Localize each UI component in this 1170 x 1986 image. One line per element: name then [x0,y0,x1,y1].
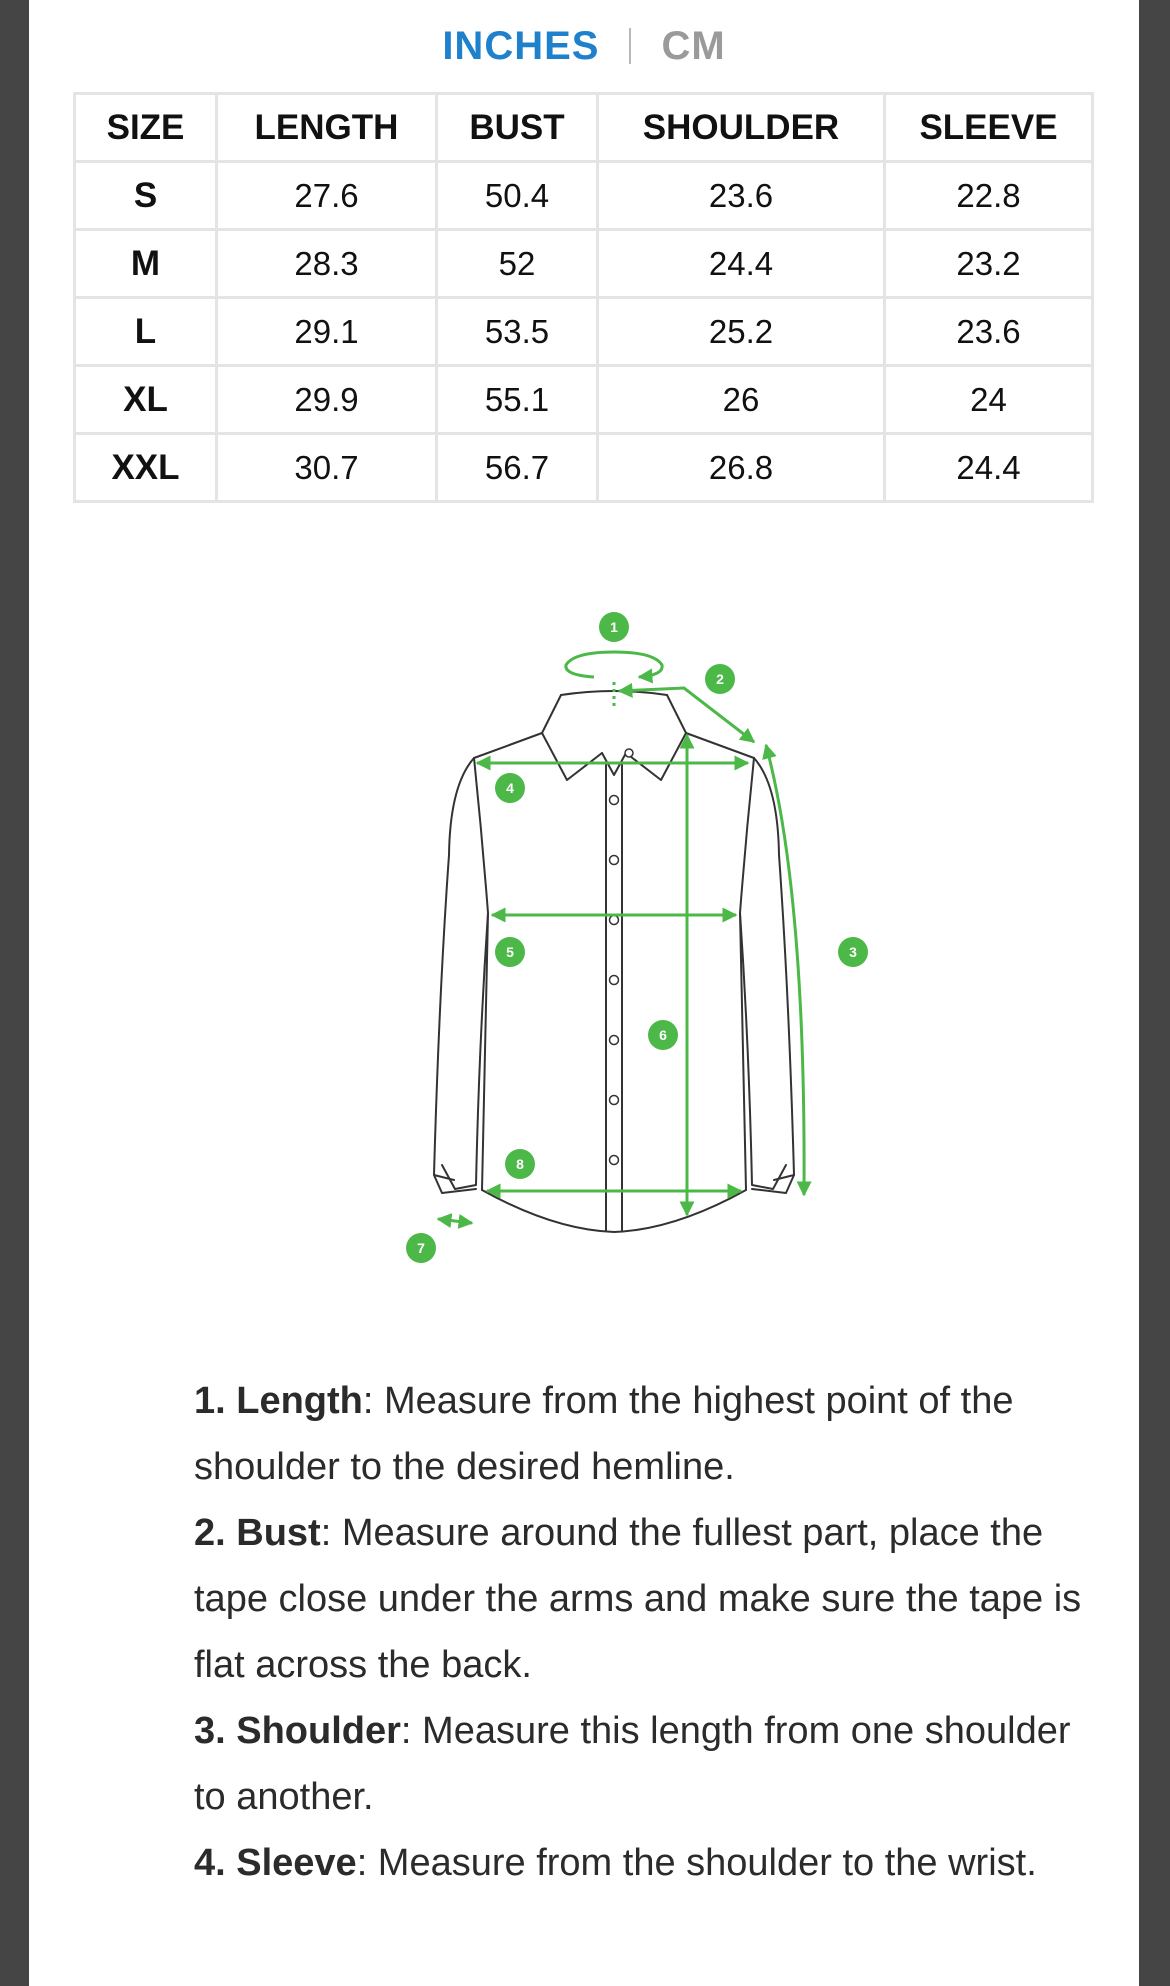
instruction-term: 3. Shoulder [194,1710,401,1752]
unit-inches-tab[interactable]: INCHES [442,23,600,68]
instruction-shoulder [194,1698,1094,1830]
instruction-length [194,1368,1094,1500]
marker-7 [406,1233,436,1263]
bust-cell: 55.1 [437,366,598,434]
shoulder-cell: 23.6 [598,162,885,230]
instruction-text: : Measure this length from one shoulder to another. [194,1710,1071,1818]
instruction-sleeve [194,1830,1094,1896]
size-cell: L [75,298,217,366]
marker-3 [838,937,868,967]
instruction-term: 1. Length [194,1380,363,1422]
col-header-sleeve: SLEEVE [885,94,1093,162]
svg-text:1: 1 [610,619,618,635]
svg-text:3: 3 [849,944,857,960]
table-row [75,434,1093,502]
instruction-term: 4. Sleeve [194,1842,357,1884]
shirt-outline [434,691,794,1232]
unit-cm-tab[interactable]: CM [661,23,726,68]
sleeve-cell: 24.4 [885,434,1093,502]
svg-text:4: 4 [506,780,514,796]
instruction-term: 2. Bust [194,1512,321,1554]
measurement-instructions [194,1368,1094,1896]
size-cell: M [75,230,217,298]
bust-cell: 50.4 [437,162,598,230]
col-header-size: SIZE [75,94,217,162]
table-row [75,298,1093,366]
svg-text:2: 2 [716,671,724,687]
length-cell: 29.1 [217,298,437,366]
bust-cell: 53.5 [437,298,598,366]
marker-6 [648,1020,678,1050]
shoulder-cell: 26.8 [598,434,885,502]
col-header-shoulder: SHOULDER [598,94,885,162]
instruction-text: : Measure from the highest point of the shoulder to the desired hemline. [194,1380,1014,1488]
instruction-text: : Measure around the fullest part, place the tape close under the arms and make sure the tape is flat across the back. [194,1512,1082,1686]
svg-text:5: 5 [506,944,514,960]
svg-text:6: 6 [659,1027,667,1043]
shoulder-cell: 26 [598,366,885,434]
size-cell: XL [75,366,217,434]
marker-4 [495,773,525,803]
size-cell: XXL [75,434,217,502]
bust-cell: 52 [437,230,598,298]
length-cell: 30.7 [217,434,437,502]
sleeve-cell: 24 [885,366,1093,434]
length-cell: 27.6 [217,162,437,230]
size-cell: S [75,162,217,230]
table-row [75,230,1093,298]
bust-cell: 56.7 [437,434,598,502]
marker-5 [495,937,525,967]
length-cell: 28.3 [217,230,437,298]
size-chart-page [29,0,1139,1986]
instruction-bust [194,1500,1094,1698]
sleeve-cell: 23.6 [885,298,1093,366]
shirt-measurement-diagram [354,595,904,1275]
sleeve-cell: 23.2 [885,230,1093,298]
sleeve-cell: 22.8 [885,162,1093,230]
instruction-text: : Measure from the shoulder to the wrist. [356,1842,1037,1884]
shoulder-cell: 25.2 [598,298,885,366]
table-header-row [75,94,1093,162]
col-header-bust: BUST [437,94,598,162]
unit-toggle [29,18,1139,74]
table-row [75,366,1093,434]
col-header-length: LENGTH [217,94,437,162]
svg-text:8: 8 [516,1156,524,1172]
size-table [73,92,1094,503]
length-cell: 29.9 [217,366,437,434]
marker-1 [599,612,629,642]
svg-text:7: 7 [417,1240,425,1256]
marker-8 [505,1149,535,1179]
shoulder-cell: 24.4 [598,230,885,298]
table-row [75,162,1093,230]
marker-2 [705,664,735,694]
unit-separator [629,28,631,64]
